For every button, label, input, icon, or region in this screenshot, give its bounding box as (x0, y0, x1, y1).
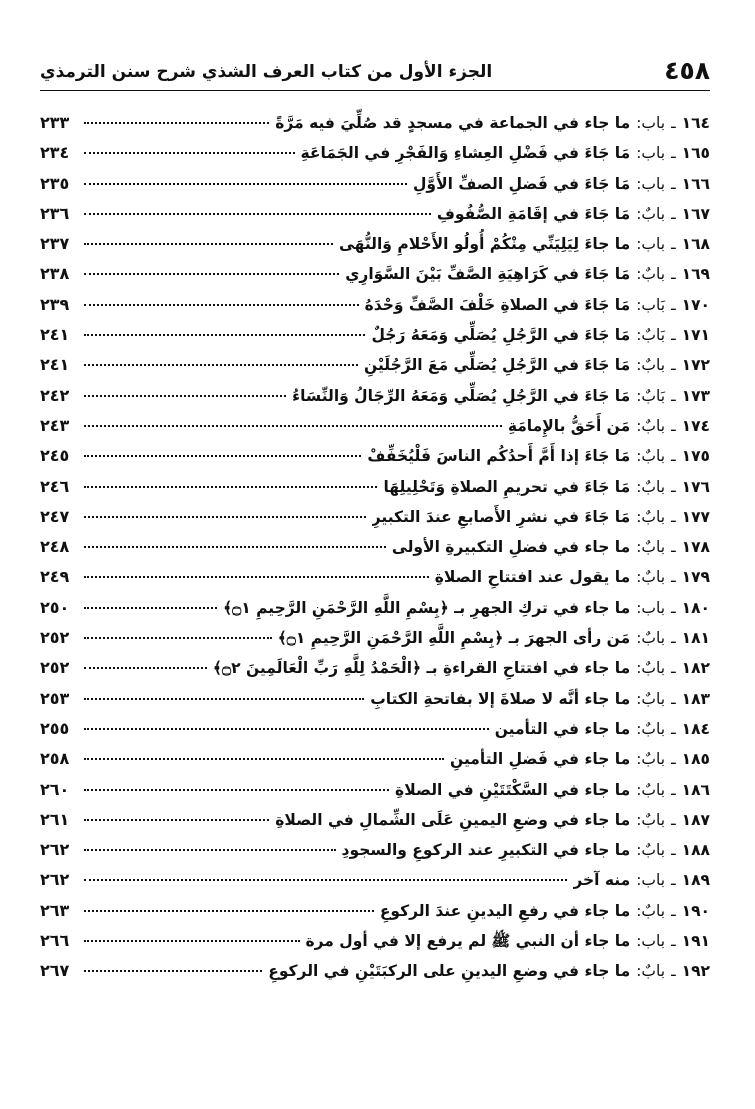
toc-entry (40, 472, 710, 502)
entry-title: ما جاء في افتتاحِ القراءةِ بـ ﴿الْحَمْدُ لِلَّهِ رَبِّ الْعَالَمِينَ ۝٢﴾ (212, 659, 631, 678)
entry-separator: ـ (671, 507, 676, 526)
dot-leader (84, 546, 386, 548)
toc-entry (40, 199, 710, 229)
entry-separator: ـ (671, 538, 676, 557)
entry-kind: بابٌ: (636, 204, 666, 223)
entry-number: ١٧٥ (681, 447, 710, 466)
toc-entry (40, 775, 710, 805)
entry-title: ما جاء أنَّه لا صلاةَ إلا بفاتحةِ الكتابِ (370, 689, 631, 708)
toc-entry (40, 865, 710, 895)
entry-title: ما جاء في التأمين (494, 719, 631, 738)
page-number: ٤٥٨ (664, 56, 710, 85)
dot-leader (84, 910, 374, 912)
entry-number: ١٧٧ (681, 507, 710, 526)
entry-kind: بابٌ: (636, 568, 666, 587)
entry-separator: ـ (671, 871, 676, 890)
toc-entry (40, 502, 710, 532)
dot-leader (84, 395, 286, 397)
toc-entry (40, 108, 710, 138)
entry-kind: بابٌ: (636, 841, 666, 860)
entry-page-number: ٢٣٤ (40, 143, 70, 163)
entry-title: منه آخر (573, 871, 631, 890)
entry-title: مَا جَاءَ في الصلاةِ خَلْفَ الصَّفِّ وَحْدَهُ (364, 295, 631, 314)
page-header (40, 56, 710, 91)
entry-kind: بابٌ: (636, 689, 666, 708)
entry-title: ما جاءَ لِيَلِيَنِّي مِنْكُمْ أُولُو الأَحْلامِ وَالنُّهَى (338, 235, 631, 254)
entry-number: ١٧٢ (681, 356, 710, 375)
toc-entry (40, 684, 710, 714)
entry-number: ١٦٧ (681, 204, 710, 223)
entry-number: ١٨٧ (681, 810, 710, 829)
entry-number: ١٨٥ (681, 750, 710, 769)
entry-number: ١٧٩ (681, 568, 710, 587)
entry-kind: بابٌ: (636, 962, 666, 981)
entry-page-number: ٢٥٠ (40, 597, 70, 617)
entry-separator: ـ (671, 295, 676, 314)
entry-kind: باب: (636, 932, 666, 951)
entry-kind: بَاب: (636, 295, 666, 314)
entry-title: ما جاء في فَضلِ التأمينِ (450, 750, 631, 769)
entry-title: ما جاء في وضعِ اليدينِ على الركبَتَيْنِ في الركوعِ (268, 962, 631, 981)
entry-kind: بَابٌ: (636, 386, 666, 405)
entry-number: ١٨٤ (681, 719, 710, 738)
dot-leader (84, 637, 272, 639)
entry-title: مَا جَاءَ في فَضْلِ العِشاءِ وَالفَجْرِ في الجَمَاعَةِ (300, 144, 631, 163)
entry-title: مَا جَاءَ في الرَّجُلِ يُصَلِّي وَمَعَهُ الرِّجَالُ وَالنِّسَاءُ (292, 386, 631, 405)
dot-leader (84, 758, 444, 760)
entry-separator: ـ (671, 265, 676, 284)
entry-number: ١٦٨ (681, 235, 710, 254)
entry-kind: بابٌ: (636, 416, 666, 435)
dot-leader (84, 243, 333, 245)
entry-page-number: ٢٣٦ (40, 203, 70, 223)
entry-title: ما جاء في تركِ الجهرِ بـ ﴿بِسْمِ اللَّهِ الرَّحْمَنِ الرَّحِيمِ ۝١﴾ (223, 598, 631, 617)
toc-entry (40, 229, 710, 259)
entry-separator: ـ (671, 598, 676, 617)
entry-kind: بابٌ: (636, 780, 666, 799)
entry-page-number: ٢٦٢ (40, 870, 70, 890)
entry-page-number: ٢٤٦ (40, 476, 70, 496)
entry-title: مَا جَاءَ في نشرِ الأَصابعِ عندَ التكبيرِ (371, 507, 631, 526)
dot-leader (84, 940, 300, 942)
toc-entry (40, 714, 710, 744)
dot-leader (84, 879, 567, 881)
entry-kind: باب: (636, 598, 666, 617)
entry-page-number: ٢٥٨ (40, 749, 70, 769)
entry-number: ١٨٨ (681, 841, 710, 860)
entry-separator: ـ (671, 144, 676, 163)
entry-kind: بابٌ: (636, 538, 666, 557)
entry-separator: ـ (671, 780, 676, 799)
dot-leader (84, 970, 262, 972)
entry-page-number: ٢٥٣ (40, 688, 70, 708)
entry-title: ما جاء في فضلِ التكبيرةِ الأولى (391, 538, 631, 557)
entry-page-number: ٢٥٢ (40, 658, 70, 678)
toc-entry (40, 290, 710, 320)
entry-kind: بابٌ: (636, 356, 666, 375)
entry-separator: ـ (671, 629, 676, 648)
entry-separator: ـ (671, 204, 676, 223)
entry-separator: ـ (671, 416, 676, 435)
entry-separator: ـ (671, 114, 676, 132)
entry-title: مَا جَاءَ في الرَّجُلِ يُصَلِّي مَعَ الرَّجُلَيْنِ (364, 356, 631, 375)
dot-leader (84, 698, 364, 700)
toc-entry (40, 805, 710, 835)
toc-entry (40, 896, 710, 926)
dot-leader (84, 576, 429, 578)
entry-separator: ـ (671, 356, 676, 375)
entry-title: مَن رأى الجهرَ بـ ﴿بِسْمِ اللَّهِ الرَّحْمَنِ الرَّحِيمِ ۝١﴾ (277, 629, 631, 648)
dot-leader (84, 849, 336, 851)
entry-title: ما جاء في الجماعة في مسجدٍ قد صُلِّيَ فيه مَرَّةً (275, 114, 631, 132)
entry-kind: بَابٌ: (636, 326, 666, 345)
table-of-contents (40, 108, 710, 987)
entry-number: ١٨١ (681, 629, 710, 648)
entry-title: ما جاء في التكبيرِ عند الركوعِ والسجودِ (341, 841, 631, 860)
dot-leader (84, 213, 431, 215)
entry-title: ما يقول عند افتتاحِ الصلاةِ (434, 568, 631, 587)
entry-page-number: ٢٤٨ (40, 537, 70, 557)
entry-page-number: ٢٤٣ (40, 415, 70, 435)
toc-entry (40, 138, 710, 168)
dot-leader (84, 273, 339, 275)
toc-entry (40, 169, 710, 199)
dot-leader (84, 728, 489, 730)
entry-separator: ـ (671, 810, 676, 829)
entry-kind: بابٌ: (636, 507, 666, 526)
entry-number: ١٦٦ (681, 174, 710, 193)
entry-separator: ـ (671, 659, 676, 678)
entry-page-number: ٢٦٣ (40, 900, 70, 920)
entry-title: مَا جَاءَ في الرَّجُلِ يُصَلِّي وَمَعَهُ رَجُلٌ (371, 326, 631, 345)
toc-entry (40, 320, 710, 350)
entry-page-number: ٢٦٦ (40, 931, 70, 951)
dot-leader (84, 667, 207, 669)
entry-title: ما جاء في وضعِ اليمينِ عَلَى الشِّمالِ في الصلاةِ (275, 810, 631, 829)
entry-page-number: ٢٣٣ (40, 113, 70, 132)
entry-title: ما جاء في السَّكْتَتَيْنِ في الصلاةِ (395, 780, 631, 799)
entry-separator: ـ (671, 841, 676, 860)
dot-leader (84, 364, 358, 366)
entry-number: ١٧٨ (681, 538, 710, 557)
entry-separator: ـ (671, 719, 676, 738)
dot-leader (84, 152, 295, 154)
dot-leader (84, 122, 269, 124)
entry-title: مَا جَاءَ في كَرَاهِيَةِ الصَّفِّ بَيْنَ السَّوَارِي (345, 265, 631, 284)
dot-leader (84, 607, 217, 609)
entry-number: ١٧٤ (681, 416, 710, 435)
entry-page-number: ٢٣٩ (40, 294, 70, 314)
entry-page-number: ٢٥٢ (40, 628, 70, 648)
toc-entry (40, 744, 710, 774)
dot-leader (84, 486, 377, 488)
entry-title: ما جاء في رفعِ اليدينِ عندَ الركوعِ (379, 901, 631, 920)
entry-separator: ـ (671, 689, 676, 708)
toc-entry (40, 926, 710, 956)
dot-leader (84, 455, 361, 457)
entry-number: ١٦٥ (681, 144, 710, 163)
dot-leader (84, 304, 359, 306)
entry-kind: بابٌ: (636, 810, 666, 829)
entry-page-number: ٢٦١ (40, 809, 70, 829)
entry-number: ١٨٢ (681, 659, 710, 678)
entry-separator: ـ (671, 932, 676, 951)
entry-separator: ـ (671, 568, 676, 587)
entry-page-number: ٢٣٨ (40, 264, 70, 284)
entry-separator: ـ (671, 326, 676, 345)
dot-leader (84, 789, 389, 791)
entry-separator: ـ (671, 386, 676, 405)
entry-page-number: ٢٤١ (40, 325, 70, 345)
toc-entry (40, 441, 710, 471)
entry-separator: ـ (671, 901, 676, 920)
entry-separator: ـ (671, 174, 676, 193)
entry-kind: باب: (636, 144, 666, 163)
entry-title: مَا جَاءَ في تحريمِ الصلاةِ وَتَحْلِيلِهَا (383, 477, 631, 496)
entry-number: ١٧٣ (681, 386, 710, 405)
entry-title: مَن أَحَقُّ بالإِمامَةِ (507, 416, 631, 435)
entry-kind: بابٌ: (636, 750, 666, 769)
entry-number: ١٨٣ (681, 689, 710, 708)
entry-kind: بابٌ: (636, 901, 666, 920)
dot-leader (84, 334, 365, 336)
toc-entry (40, 381, 710, 411)
entry-number: ١٨٩ (681, 871, 710, 890)
entry-title: مَا جَاءَ في فَضلِ الصفِّ الأَوَّلِ (412, 174, 631, 193)
entry-number: ١٨٠ (681, 598, 710, 617)
entry-kind: بابٌ: (636, 477, 666, 496)
entry-page-number: ٢٦٠ (40, 779, 70, 799)
toc-entry (40, 259, 710, 289)
entry-kind: باب: (636, 235, 666, 254)
toc-entry (40, 350, 710, 380)
entry-number: ١٩٠ (681, 901, 710, 920)
toc-entry (40, 835, 710, 865)
toc-entry (40, 593, 710, 623)
entry-number: ١٩٢ (681, 962, 710, 981)
entry-page-number: ٢٤٧ (40, 506, 70, 526)
toc-entry (40, 411, 710, 441)
entry-page-number: ٢٤٥ (40, 446, 70, 466)
entry-page-number: ٢٥٥ (40, 718, 70, 738)
entry-kind: بابٌ: (636, 265, 666, 284)
entry-kind: باب: (636, 114, 666, 132)
running-head-title: الجزء الأول من كتاب العرف الشذي شرح سنن الترمذي (40, 62, 493, 82)
toc-entry (40, 623, 710, 653)
toc-entry (40, 562, 710, 592)
entry-kind: باب: (636, 871, 666, 890)
entry-kind: بابٌ: (636, 719, 666, 738)
dot-leader (84, 516, 366, 518)
entry-page-number: ٢٦٢ (40, 840, 70, 860)
entry-kind: باب: (636, 174, 666, 193)
entry-title: مَا جَاءَ إذا أَمَّ أَحدُكُم الناسَ فَلْيُخَفِّفْ (367, 447, 631, 466)
entry-kind: بابٌ: (636, 659, 666, 678)
entry-title: مَا جَاءَ في إقَامَةِ الصُّفُوفِ (436, 204, 631, 223)
entry-number: ١٦٤ (681, 114, 710, 132)
entry-separator: ـ (671, 235, 676, 254)
entry-page-number: ٢٤١ (40, 355, 70, 375)
entry-kind: بابٌ: (636, 447, 666, 466)
entry-number: ١٧٠ (681, 295, 710, 314)
entry-page-number: ٢٤٩ (40, 567, 70, 587)
entry-separator: ـ (671, 750, 676, 769)
toc-entry (40, 532, 710, 562)
entry-number: ١٧٦ (681, 477, 710, 496)
entry-page-number: ٢٦٧ (40, 961, 70, 981)
dot-leader (84, 425, 502, 427)
toc-entry (40, 653, 710, 683)
entry-page-number: ٢٣٥ (40, 173, 70, 193)
entry-separator: ـ (671, 447, 676, 466)
entry-separator: ـ (671, 477, 676, 496)
toc-entry (40, 956, 710, 986)
entry-number: ١٨٦ (681, 780, 710, 799)
entry-kind: بابٌ: (636, 629, 666, 648)
entry-number: ١٩١ (681, 932, 710, 951)
entry-page-number: ٢٣٧ (40, 234, 70, 254)
entry-title: ما جاء أن النبي ﷺ لم يرفع إلا في أول مرة (305, 932, 631, 951)
entry-page-number: ٢٤٢ (40, 385, 70, 405)
entry-separator: ـ (671, 962, 676, 981)
entry-number: ١٦٩ (681, 265, 710, 284)
dot-leader (84, 819, 269, 821)
dot-leader (84, 183, 407, 185)
entry-number: ١٧١ (681, 326, 710, 345)
